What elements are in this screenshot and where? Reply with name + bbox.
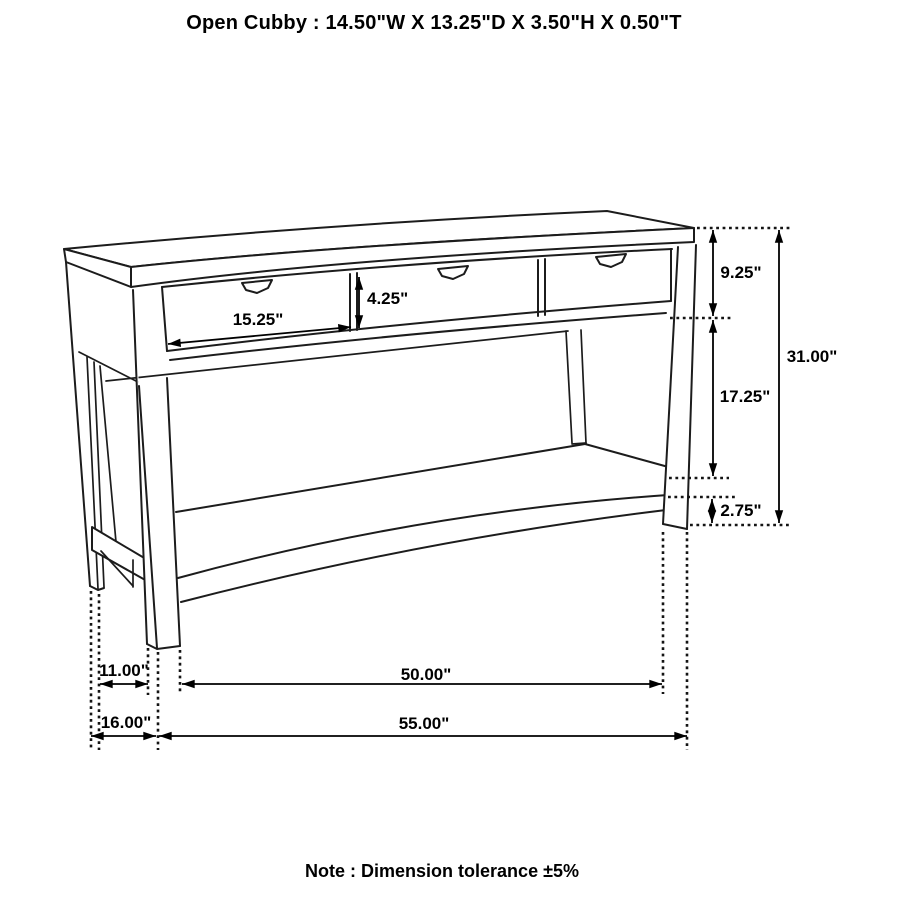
dim-drawer-width-label: 15.25"	[232, 310, 284, 329]
dimension-overall-width	[159, 714, 687, 736]
right-back-leg	[566, 330, 586, 444]
dim-front-leg-spacing-label: 50.00"	[400, 665, 452, 684]
dim-overall-height-label: 31.00"	[786, 347, 838, 366]
dimension-open-section	[713, 320, 770, 476]
dimension-overall-depth	[91, 713, 156, 736]
dim-side-leg-spacing-label: 11.00"	[99, 661, 149, 680]
dimension-front-leg-spacing	[182, 665, 662, 684]
dimension-overall-height	[779, 230, 837, 523]
dim-open-section-label: 17.25"	[719, 387, 771, 406]
dim-top-section-label: 9.25"	[720, 263, 762, 282]
tolerance-note: Note : Dimension tolerance ±5%	[305, 861, 579, 881]
page-title: Open Cubby : 14.50"W X 13.25"D X 3.50"H X 0.50"T	[186, 12, 682, 34]
dimension-top-section	[713, 230, 762, 316]
dim-overall-width-label: 55.00"	[398, 714, 450, 733]
lower-shelf	[176, 444, 672, 602]
dim-overall-depth-label: 16.00"	[100, 713, 152, 732]
dim-drawer-height-label: 4.25"	[367, 289, 409, 308]
dim-base-clearance-label: 2.75"	[720, 501, 762, 520]
left-back-foot	[90, 586, 104, 590]
dimension-side-leg-spacing	[99, 661, 149, 684]
dimension-base-clearance	[712, 499, 762, 523]
